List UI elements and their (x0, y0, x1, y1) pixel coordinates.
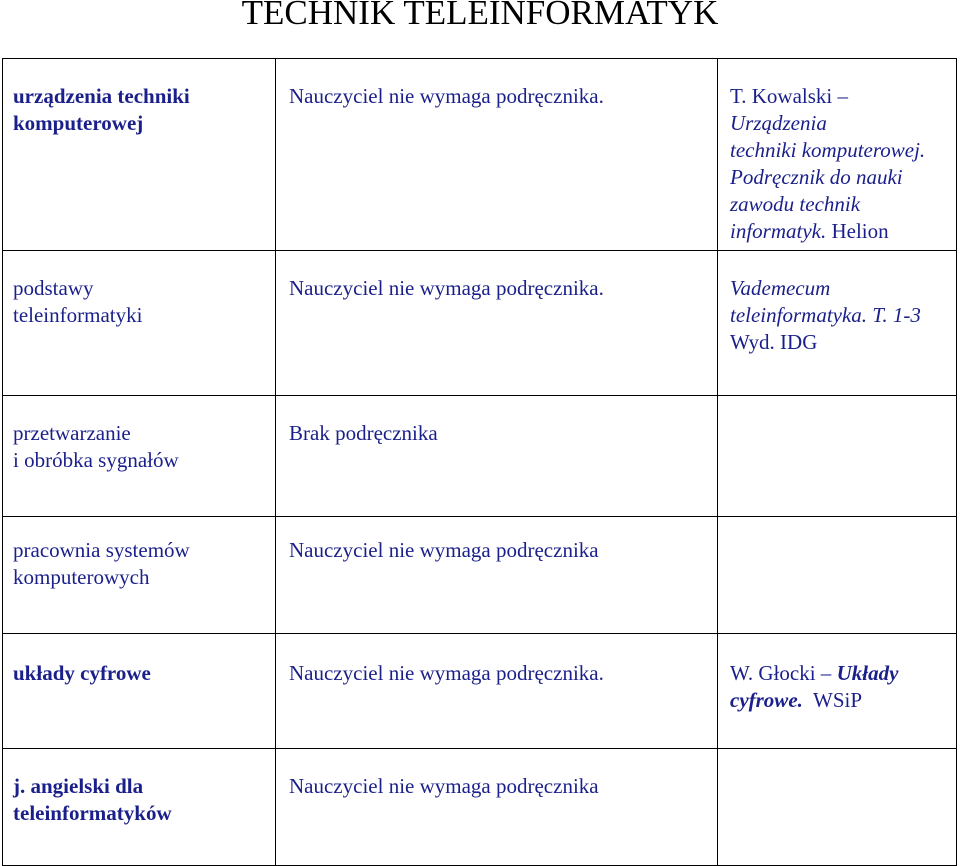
table-row (3, 396, 957, 517)
book-line (730, 660, 948, 687)
subject-line: podstawy (13, 276, 94, 300)
table-row (3, 634, 957, 749)
subject-line: urządzenia techniki (13, 84, 190, 108)
book-publisher: WSiP (802, 688, 863, 712)
note-text: Nauczyciel nie wymaga podręcznika. (289, 84, 604, 108)
book-title: Vademecum (730, 276, 831, 300)
table-row (3, 59, 957, 251)
book-publisher: Wyd. IDG (730, 330, 818, 354)
note-cell (276, 59, 718, 251)
subject-line: przetwarzanie (13, 421, 131, 445)
book-title: cyfrowe. (730, 688, 803, 712)
book-publisher: Helion (826, 219, 889, 243)
book-title: Podręcznik do nauki (730, 165, 903, 189)
book-title: teleinformatyka. T. 1-3 (730, 303, 921, 327)
note-cell (276, 396, 718, 517)
note-text: Nauczyciel nie wymaga podręcznika. (289, 661, 604, 685)
book-line (730, 218, 948, 245)
subject-cell (3, 59, 276, 251)
subject-line: i obróbka sygnałów (13, 448, 179, 472)
book-cell (718, 749, 957, 866)
book-author: T. Kowalski – (730, 84, 849, 108)
note-text: Nauczyciel nie wymaga podręcznika. (289, 276, 604, 300)
book-line (730, 83, 948, 137)
book-title: informatyk. (730, 219, 827, 243)
subject-line: teleinformatyki (13, 303, 143, 327)
book-line (730, 687, 948, 714)
subject-cell (3, 749, 276, 866)
book-author: W. Głocki – (730, 661, 837, 685)
subject-cell (3, 396, 276, 517)
book-cell (718, 634, 957, 749)
book-cell (718, 251, 957, 396)
book-title: zawodu technik (730, 192, 861, 216)
note-cell (276, 517, 718, 634)
note-text: Nauczyciel nie wymaga podręcznika (289, 538, 599, 562)
subject-line: pracownia systemów (13, 538, 190, 562)
book-title: techniki komputerowej. (730, 138, 926, 162)
subject-cell (3, 517, 276, 634)
subject-cell (3, 634, 276, 749)
table-row (3, 749, 957, 866)
book-cell (718, 59, 957, 251)
page-title: TECHNIK TELEINFORMATYK (241, 0, 719, 32)
book-title: Urządzenia (730, 111, 827, 135)
course-table (2, 58, 957, 866)
subject-cell (3, 251, 276, 396)
subject-line: teleinformatyków (13, 801, 172, 825)
book-cell (718, 396, 957, 517)
subject-line: komputerowej (13, 111, 144, 135)
note-cell (276, 251, 718, 396)
table-row (3, 517, 957, 634)
book-title: Układy (836, 661, 899, 685)
note-cell (276, 634, 718, 749)
subject-line: układy cyfrowe (13, 661, 151, 685)
note-cell (276, 749, 718, 866)
note-text: Brak podręcznika (289, 421, 438, 445)
subject-line: j. angielski dla (13, 774, 144, 798)
table-row (3, 251, 957, 396)
note-text: Nauczyciel nie wymaga podręcznika (289, 774, 599, 798)
book-cell (718, 517, 957, 634)
subject-line: komputerowych (13, 565, 150, 589)
